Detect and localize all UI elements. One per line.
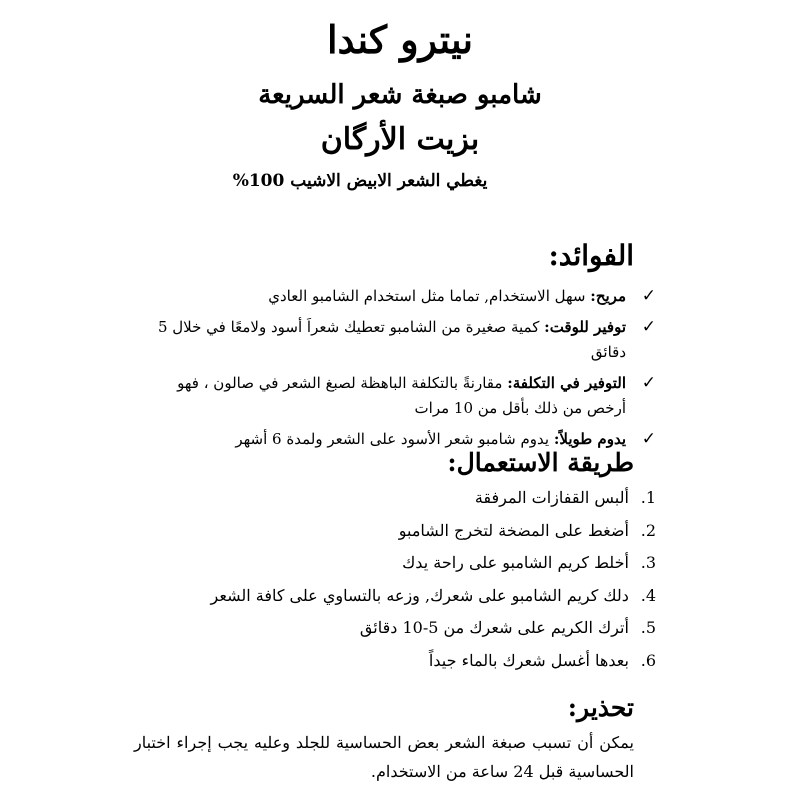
step-number: 5. xyxy=(640,618,656,637)
benefit-text: يدوم شامبو شعر الأسود على الشعر ولمدة 6 أشهر xyxy=(235,430,550,448)
product-title: نيترو كندا xyxy=(326,17,474,62)
benefit-text: سهل الاستخدام, تماما مثل استخدام الشامبو العادي xyxy=(268,287,586,305)
step-text: أخلط كريم الشامبو على راحة يدك xyxy=(402,553,629,572)
step-text: أترك الكريم على شعرك من 5-10 دقائق xyxy=(359,618,629,637)
benefit-label: التوفير في التكلفة: xyxy=(507,374,626,392)
step-text: ألبس القفازات المرفقة xyxy=(474,488,629,507)
usage-step xyxy=(96,482,656,513)
benefits-heading: الفوائد: xyxy=(548,239,634,272)
check-icon: ✓ xyxy=(641,286,656,306)
benefit-label: توفير للوقت: xyxy=(544,318,626,336)
warning-text: يمكن أن تسبب صبغة الشعر بعض الحساسية للجلد وعليه يجب إجراء اختبار الحساسية قبل 24 ساعة من الاستخدام. xyxy=(134,733,634,781)
usage-steps-list xyxy=(96,482,656,677)
benefits-list xyxy=(136,284,656,458)
benefit-text: مقارنةً بالتكلفة الباهظة لصبغ الشعر في صالون ، فهو أرخص من ذلك بأقل من 10 مرات xyxy=(177,374,626,417)
step-text: بعدها أغسل شعرك بالماء جيداً xyxy=(428,650,629,670)
check-icon: ✓ xyxy=(641,429,656,449)
product-subtitle-argan: بزيت الأرگان xyxy=(320,122,480,157)
usage-step xyxy=(96,547,656,578)
benefit-text: كمية صغيرة من الشامبو تعطيك شعراَ أسود ولامعًا في خلال 5 دقائق xyxy=(157,318,626,361)
step-number: 6. xyxy=(640,650,656,670)
step-number: 4. xyxy=(640,585,656,605)
usage-step xyxy=(96,515,656,546)
usage-step xyxy=(96,645,656,676)
step-text: دلك كريم الشامبو على شعرك, وزعه بالتساوي على كافة الشعر xyxy=(210,585,629,605)
step-text: أضغط على المضخة لتخرج الشامبو xyxy=(398,520,629,540)
benefit-label: مريح: xyxy=(590,287,626,305)
usage-step xyxy=(96,612,656,643)
check-icon: ✓ xyxy=(641,317,656,337)
benefit-item xyxy=(136,284,656,309)
usage-step xyxy=(96,580,656,611)
step-number: 3. xyxy=(640,553,656,572)
product-tagline: يغطي الشعر الابيض الاشيب 100% xyxy=(232,171,488,191)
benefit-label: يدوم طويلاً: xyxy=(553,430,626,448)
check-icon: ✓ xyxy=(641,373,656,393)
warning-heading: تحذير: xyxy=(567,693,634,722)
benefit-item xyxy=(136,315,656,365)
product-subtitle: شامبو صبغة شعر السريعة xyxy=(258,80,542,110)
benefit-item xyxy=(136,371,656,421)
usage-heading: طريقة الاستعمال: xyxy=(447,448,634,477)
step-number: 1. xyxy=(640,488,656,507)
step-number: 2. xyxy=(640,520,656,540)
